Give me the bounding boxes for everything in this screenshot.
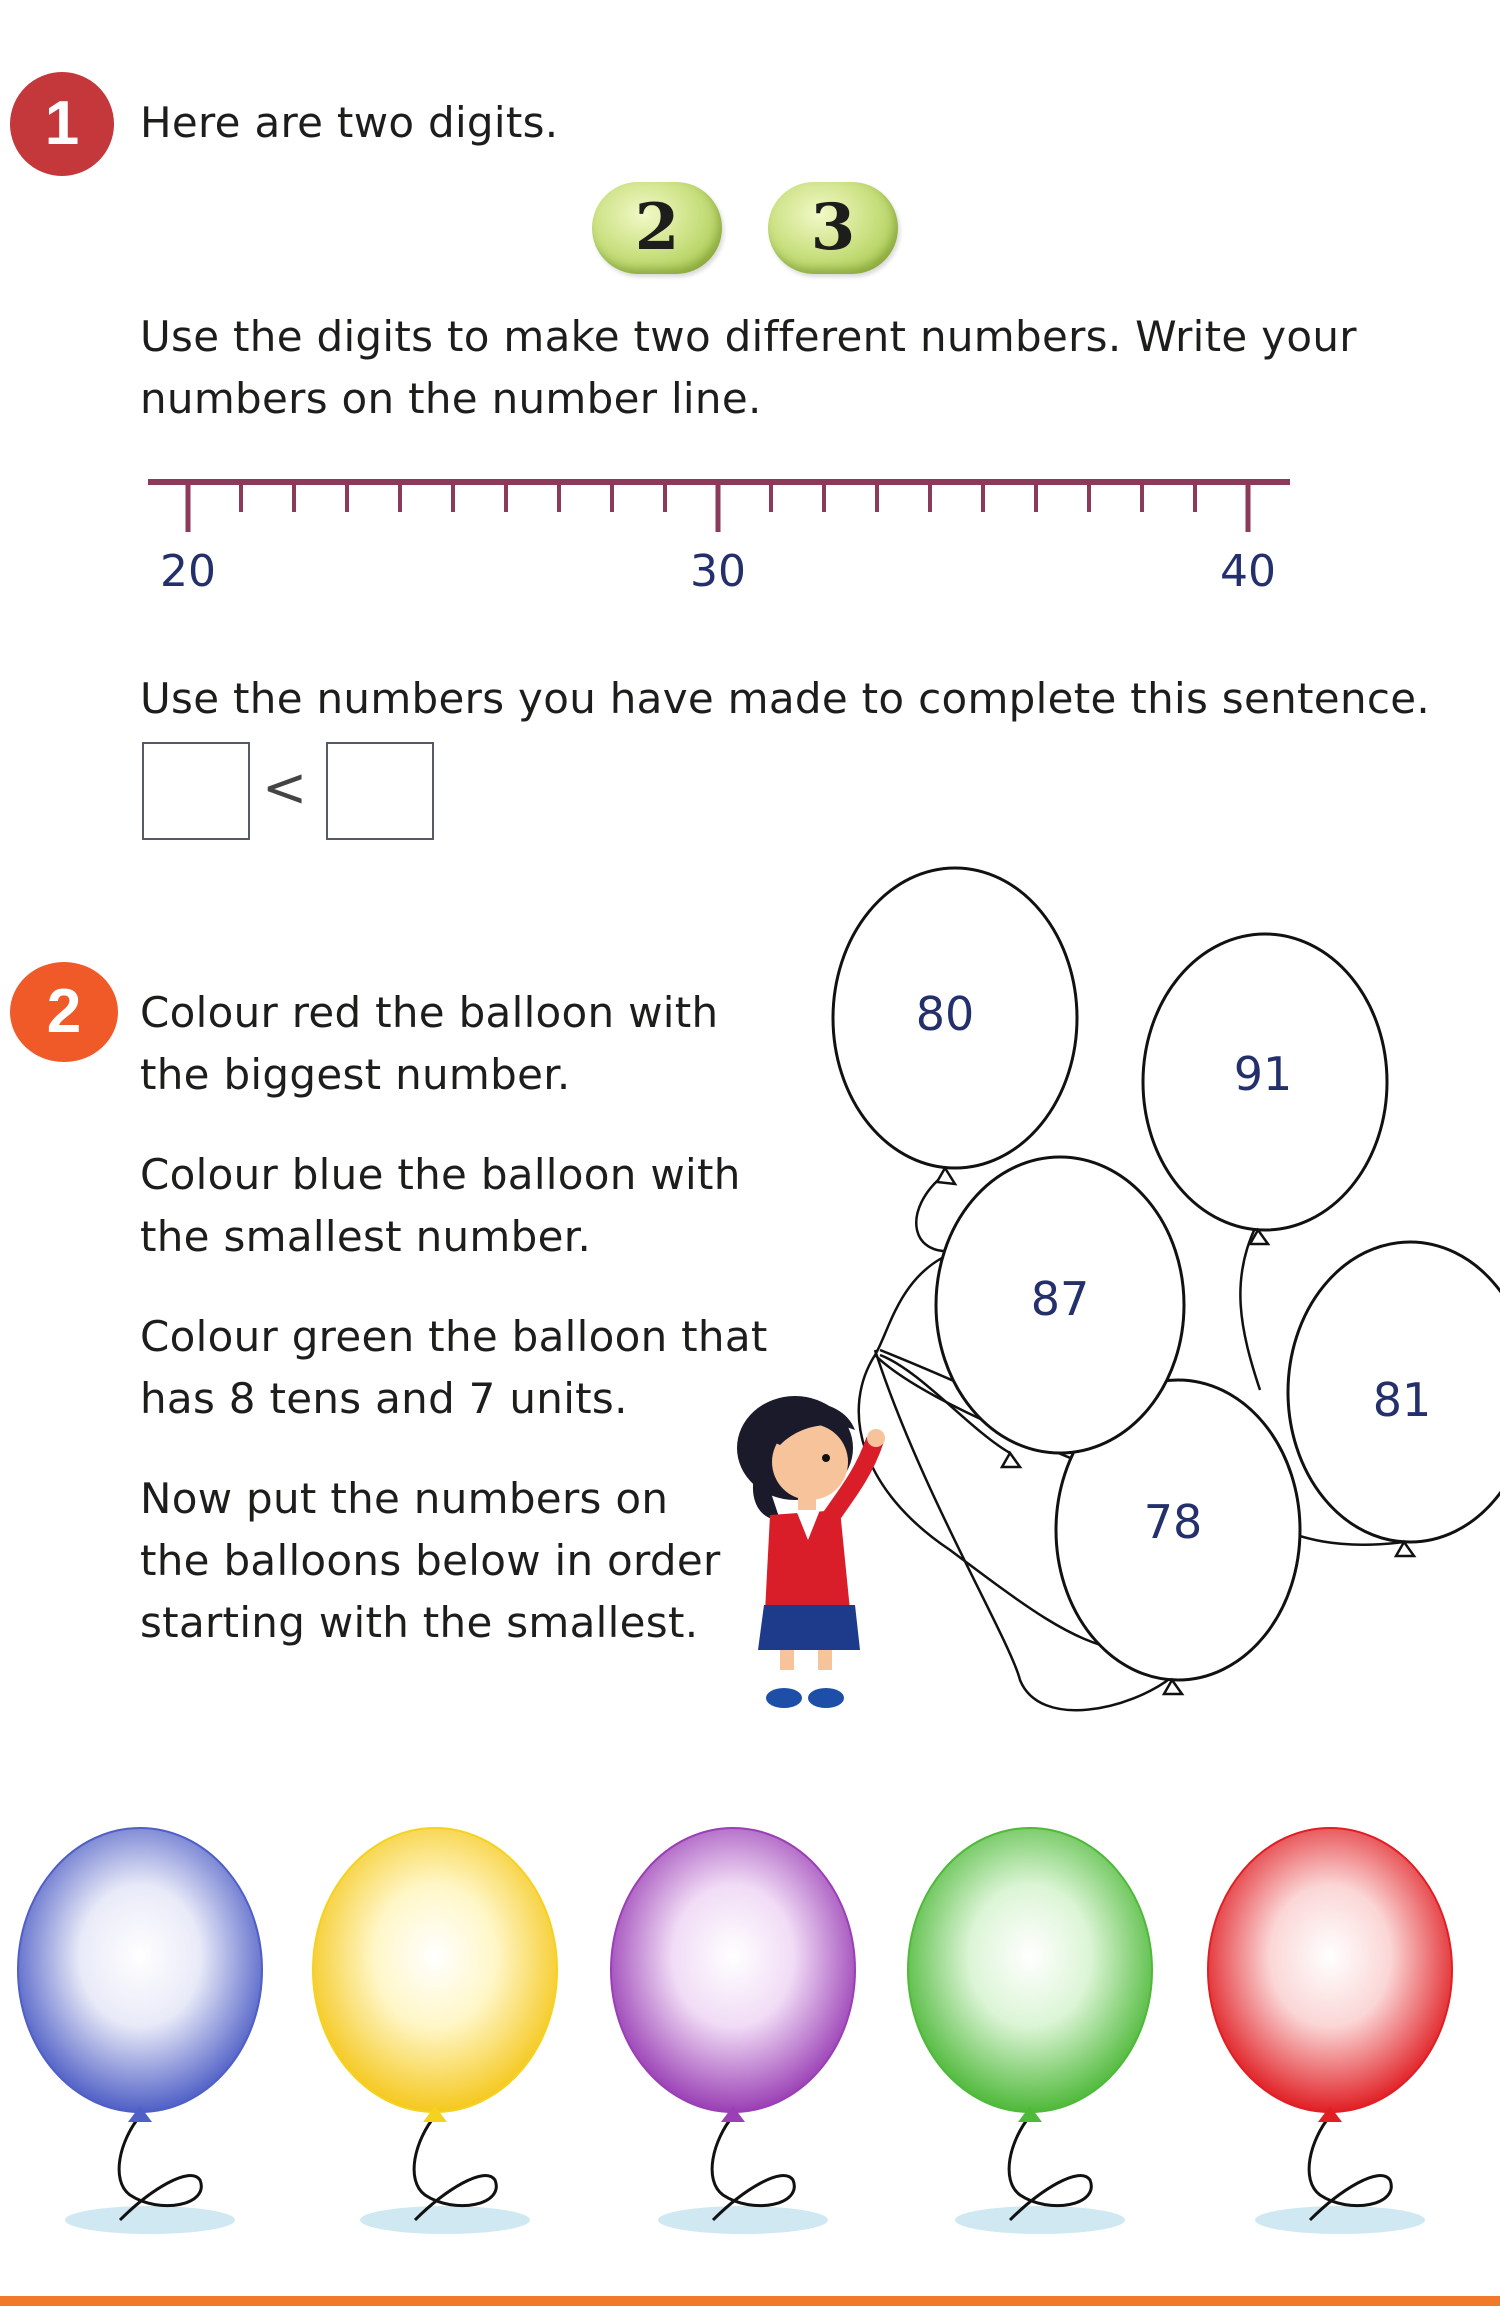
balloon-shadow xyxy=(360,2206,530,2234)
balloon-string xyxy=(1309,2116,1391,2220)
less-than-symbol: < xyxy=(262,756,308,819)
q1-instruction-line2: numbers on the number line. xyxy=(140,374,762,423)
footer-line xyxy=(0,2296,1500,2306)
q2-final-line3: starting with the smallest. xyxy=(140,1598,699,1647)
balloon-string xyxy=(712,2116,794,2220)
balloon-string xyxy=(414,2116,496,2220)
balloon-body[interactable] xyxy=(611,1828,855,2112)
q2-instruction-green-line2: has 8 tens and 7 units. xyxy=(140,1374,628,1423)
answer-balloon-yellow[interactable] xyxy=(313,1828,557,2234)
question-1-badge: 1 xyxy=(10,72,114,176)
balloon-number-81: 81 xyxy=(1372,1373,1432,1427)
balloon-bunch-illustration xyxy=(700,850,1500,1750)
q2-instruction-red-line1: Colour red the balloon with xyxy=(140,988,719,1037)
q2-instruction-blue-line1: Colour blue the balloon with xyxy=(140,1150,741,1199)
q2-final-line1: Now put the numbers on xyxy=(140,1474,669,1523)
question-2-badge: 2 xyxy=(10,962,118,1062)
balloon-shadow xyxy=(658,2206,828,2234)
balloon-shadow xyxy=(955,2206,1125,2234)
q1-sentence-prompt: Use the numbers you have made to complete this sentence. xyxy=(140,674,1431,723)
balloon-shadow xyxy=(1255,2206,1425,2234)
number-line-ticks xyxy=(188,482,1248,532)
digit-card-2: 2 xyxy=(592,182,722,274)
q2-instruction-red xyxy=(140,982,718,1106)
balloon-string xyxy=(119,2116,201,2220)
balloon-number-87: 87 xyxy=(1030,1272,1090,1326)
q2-instruction-green-line1: Colour green the balloon that xyxy=(140,1312,768,1361)
number-line-label-40: 40 xyxy=(1220,546,1276,597)
balloon-body[interactable] xyxy=(1208,1828,1452,2112)
digit-card-3: 3 xyxy=(768,182,898,274)
answer-balloon-blue[interactable] xyxy=(18,1828,262,2234)
answer-box-left[interactable] xyxy=(142,742,250,840)
balloon-body[interactable] xyxy=(18,1828,262,2112)
balloon-number-80: 80 xyxy=(915,987,975,1041)
answer-balloon-red[interactable] xyxy=(1208,1828,1452,2234)
q1-intro: Here are two digits. xyxy=(140,98,559,147)
number-line xyxy=(140,470,1300,610)
q2-instruction-blue xyxy=(140,1144,741,1268)
answer-box-right[interactable] xyxy=(326,742,434,840)
answer-balloon-green[interactable] xyxy=(908,1828,1152,2234)
q1-instruction xyxy=(140,306,1357,430)
q1-instruction-line1: Use the digits to make two different numbers. Write your xyxy=(140,312,1357,361)
balloon-body[interactable] xyxy=(313,1828,557,2112)
balloon-string xyxy=(1009,2116,1091,2220)
q2-final-line2: the balloons below in order xyxy=(140,1536,721,1585)
ordering-balloons xyxy=(0,1800,1500,2270)
q2-instruction-green xyxy=(140,1306,768,1430)
balloon-shadow xyxy=(65,2206,235,2234)
q2-final-instruction xyxy=(140,1468,721,1654)
number-line-label-30: 30 xyxy=(690,546,746,597)
balloon-number-91: 91 xyxy=(1233,1047,1293,1101)
balloon-number-78: 78 xyxy=(1143,1495,1203,1549)
number-line-label-20: 20 xyxy=(160,546,216,597)
q2-instruction-red-line2: the biggest number. xyxy=(140,1050,571,1099)
answer-balloon-purple[interactable] xyxy=(611,1828,855,2234)
q2-instruction-blue-line2: the smallest number. xyxy=(140,1212,592,1261)
balloon-body[interactable] xyxy=(908,1828,1152,2112)
